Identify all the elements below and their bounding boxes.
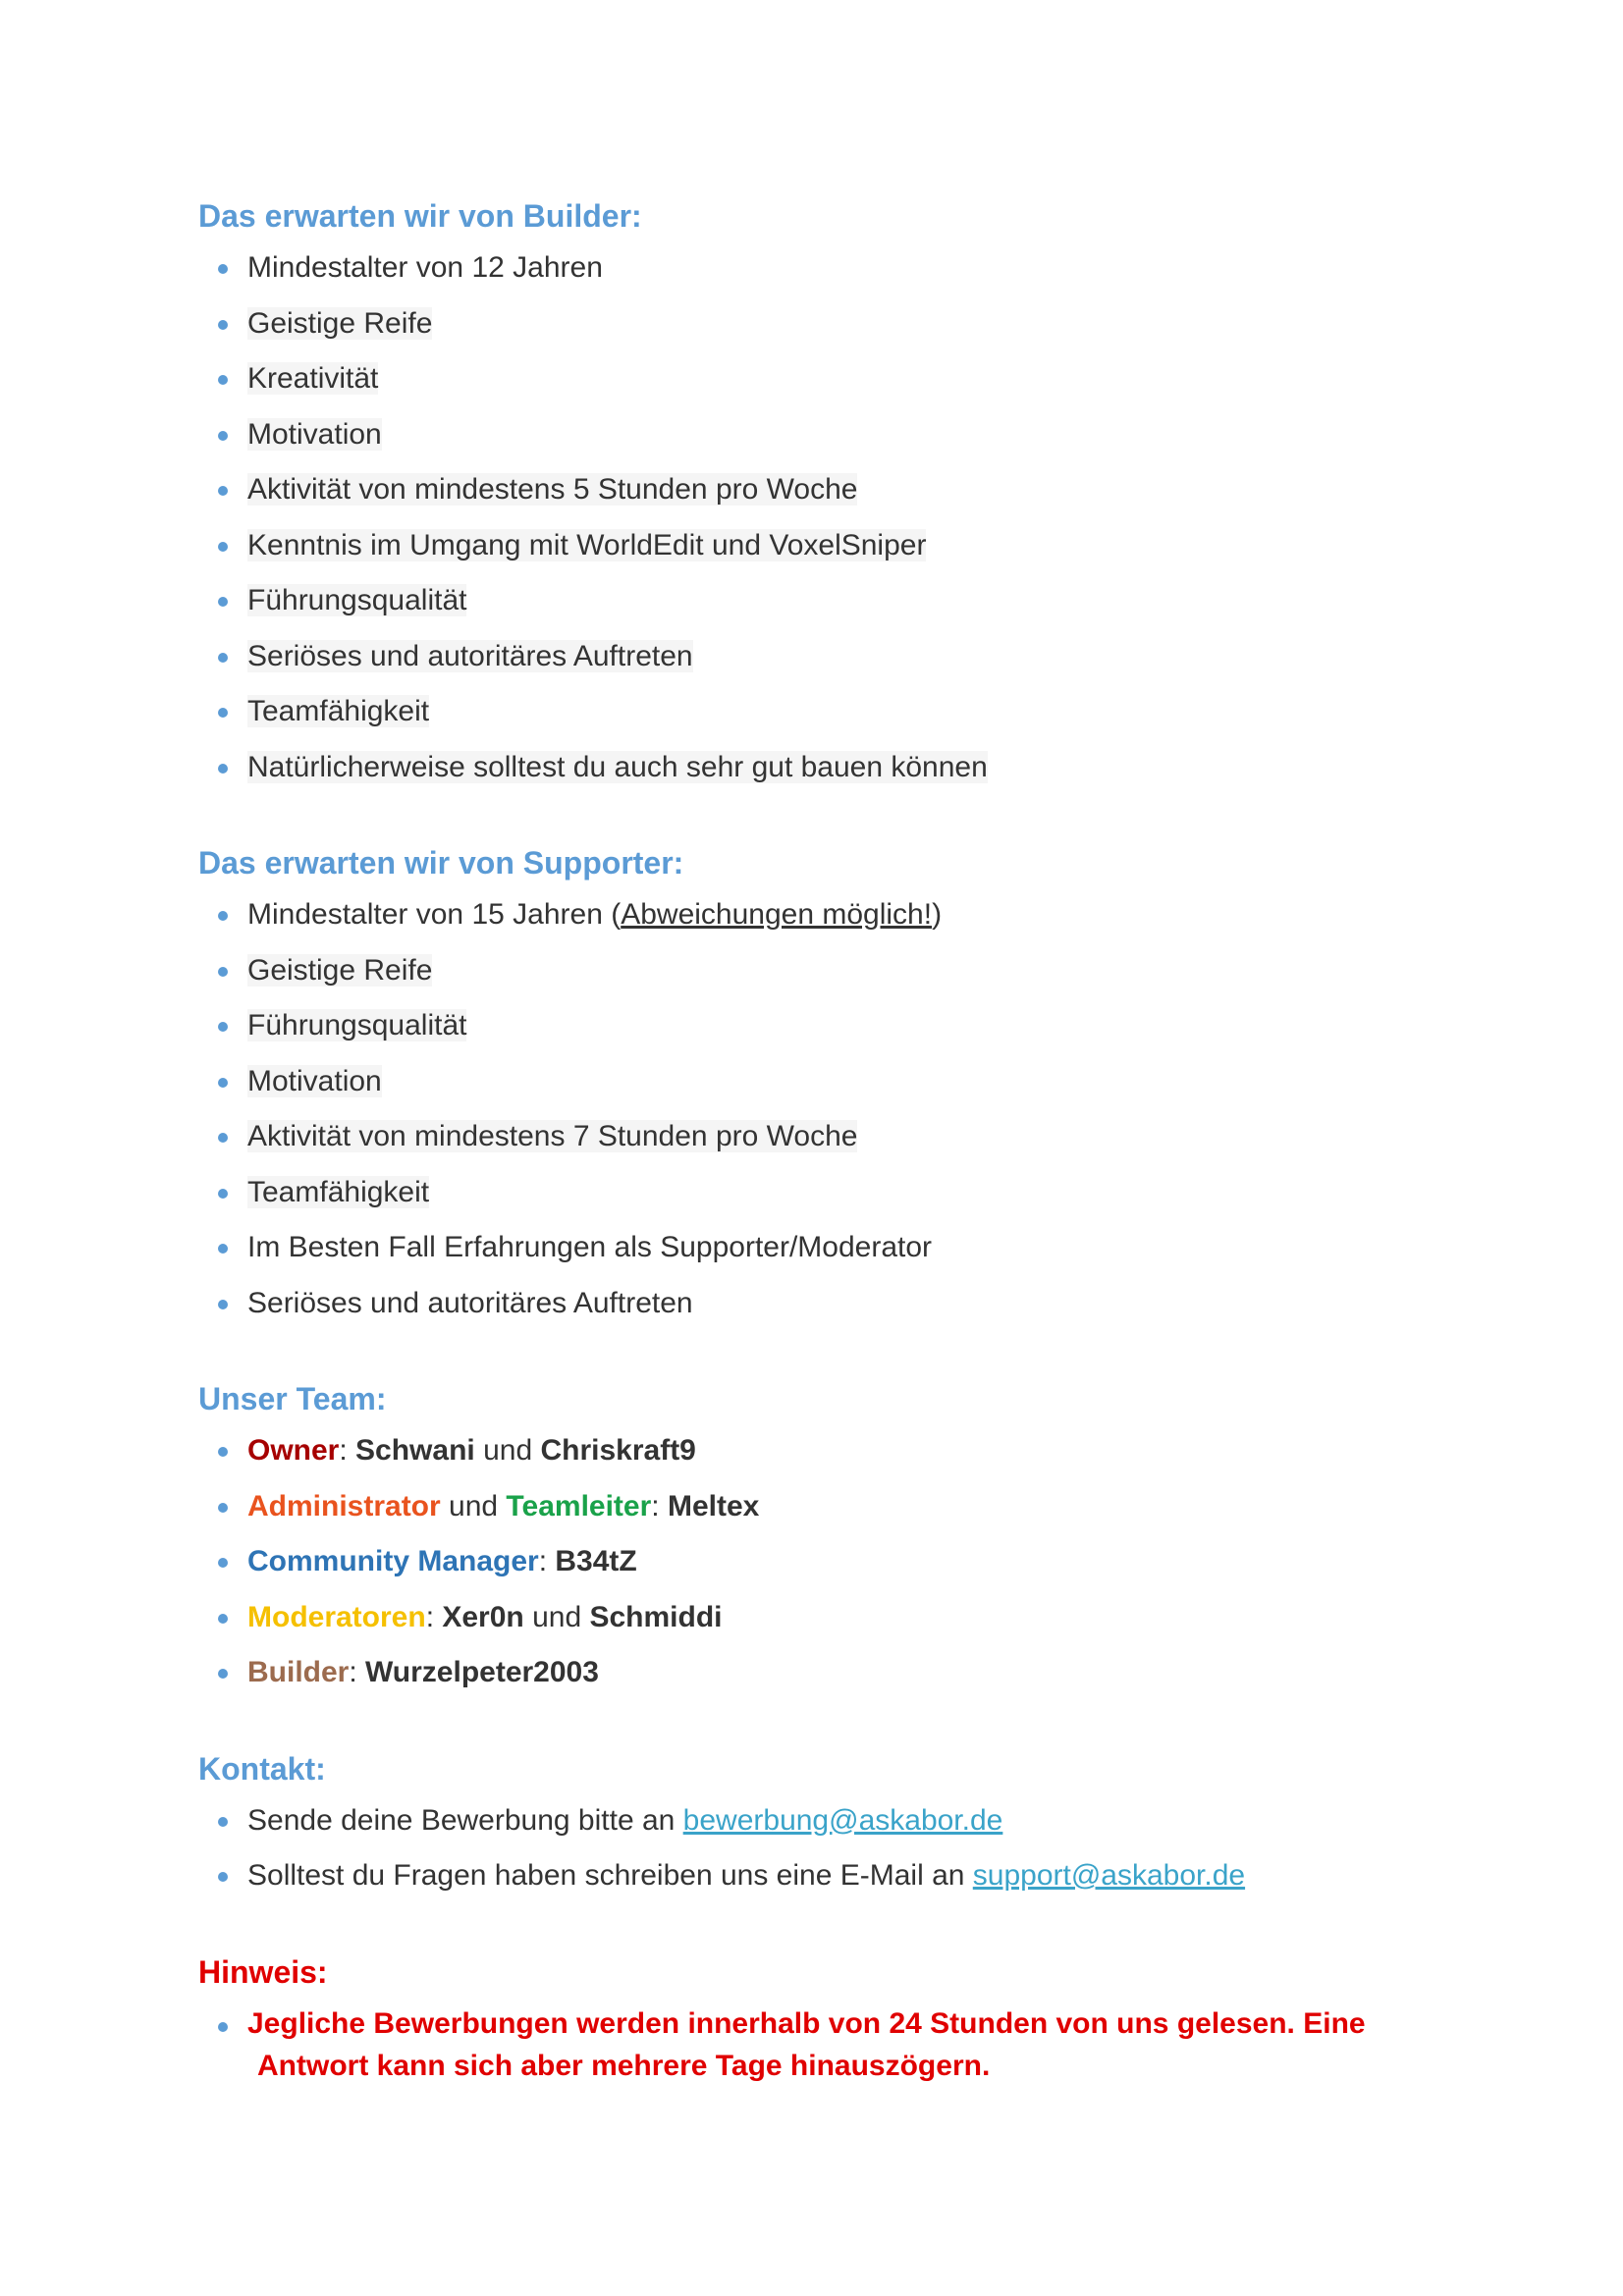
member-name: Schmiddi (589, 1600, 723, 1633)
bullet-icon (218, 1872, 228, 1882)
contact-heading: Kontakt: (198, 1750, 326, 1787)
bullet-icon (218, 1614, 228, 1624)
bullet-icon (218, 264, 228, 274)
support-email-link[interactable]: support@askabor.de (972, 1859, 1246, 1892)
bullet-icon (218, 1503, 228, 1513)
list-item: Teamfähigkeit (198, 684, 1475, 740)
list-item: Seriöses und autoritäres Auftreten (198, 629, 1475, 685)
team-admin-item: Administrator und Teamleiter: Meltex (198, 1479, 1475, 1535)
list-item: Geistige Reife (198, 296, 1475, 352)
bullet-icon (218, 1189, 228, 1199)
list-item: Kenntnis im Umgang mit WorldEdit und VoxelSniper (198, 518, 1475, 574)
application-email-link[interactable]: bewerbung@askabor.de (682, 1803, 1003, 1837)
community-manager-role: Community Manager (247, 1545, 539, 1577)
notice-list (198, 1997, 1475, 2087)
bullet-icon (218, 653, 228, 663)
member-name: Xer0n (442, 1600, 524, 1633)
team-heading: Unser Team: (198, 1381, 387, 1416)
team-list (198, 1423, 1475, 1701)
notice-heading: Hinweis: (198, 1953, 328, 1990)
list-item: Motivation (198, 1054, 1475, 1110)
team-moderator-item: Moderatoren: Xer0n und Schmiddi (198, 1590, 1475, 1646)
bullet-icon (218, 1447, 228, 1457)
notice-item: Jegliche Bewerbungen werden innerhalb von 24 Stunden von uns gelesen. Eine Antwort kann sich aber mehrere Tage hinauszögern. (198, 1997, 1475, 2087)
member-name: B34tZ (555, 1545, 637, 1577)
bullet-icon (218, 320, 228, 330)
list-item: Sende deine Bewerbung bitte an bewerbung@askabor.de (198, 1793, 1475, 1849)
list-item: Motivation (198, 407, 1475, 463)
bullet-icon (218, 1558, 228, 1568)
deviations-link[interactable]: Abweichungen möglich! (621, 898, 933, 931)
list-item: Natürlicherweise solltest du auch sehr gut bauen können (198, 740, 1475, 796)
bullet-icon (218, 911, 228, 921)
member-name: Wurzelpeter2003 (365, 1656, 599, 1688)
builder-requirements-list (198, 240, 1475, 795)
member-name: Schwani (355, 1434, 475, 1467)
bullet-icon (218, 1022, 228, 1032)
list-item: Teamfähigkeit (198, 1165, 1475, 1221)
bullet-icon (218, 967, 228, 977)
member-name: Meltex (667, 1489, 760, 1522)
bullet-icon (218, 1817, 228, 1827)
list-item: Mindestalter von 15 Jahren (Abweichungen möglich!) (198, 887, 1475, 943)
member-name: Chriskraft9 (540, 1434, 696, 1467)
contact-list (198, 1793, 1475, 1904)
team-community-item: Community Manager: B34tZ (198, 1534, 1475, 1590)
bullet-icon (218, 486, 228, 496)
list-item: Solltest du Fragen haben schreiben uns eine E-Mail an support@askabor.de (198, 1848, 1475, 1904)
bullet-icon (218, 542, 228, 552)
list-item: Aktivität von mindestens 7 Stunden pro Woche (198, 1109, 1475, 1165)
bullet-icon (218, 1300, 228, 1309)
bullet-icon (218, 764, 228, 774)
administrator-role: Administrator (247, 1489, 441, 1522)
list-item: Aktivität von mindestens 5 Stunden pro Woche (198, 462, 1475, 518)
supporter-heading: Das erwarten wir von Supporter: (198, 845, 684, 881)
list-item: Im Besten Fall Erfahrungen als Supporter/Moderator (198, 1220, 1475, 1276)
team-builder-item: Builder: Wurzelpeter2003 (198, 1645, 1475, 1701)
bullet-icon (218, 431, 228, 441)
bullet-icon (218, 1133, 228, 1143)
bullet-icon (218, 1078, 228, 1088)
list-item: Seriöses und autoritäres Auftreten (198, 1276, 1475, 1332)
teamleiter-role: Teamleiter (506, 1489, 652, 1522)
bullet-icon (218, 1669, 228, 1679)
builder-heading: Das erwarten wir von Builder: (198, 198, 642, 234)
bullet-icon (218, 1244, 228, 1254)
owner-role: Owner (247, 1434, 340, 1467)
builder-role: Builder (247, 1656, 350, 1688)
bullet-icon (218, 597, 228, 607)
supporter-requirements-list (198, 887, 1475, 1331)
team-owner-item: Owner: Schwani und Chriskraft9 (198, 1423, 1475, 1479)
document-page (198, 191, 1475, 2130)
list-item: Führungsqualität (198, 573, 1475, 629)
list-item: Geistige Reife (198, 943, 1475, 999)
moderator-role: Moderatoren (247, 1600, 426, 1633)
list-item: Mindestalter von 12 Jahren (198, 240, 1475, 296)
list-item: Führungsqualität (198, 998, 1475, 1054)
list-item: Kreativität (198, 351, 1475, 407)
bullet-icon (218, 2022, 228, 2032)
bullet-icon (218, 708, 228, 718)
bullet-icon (218, 375, 228, 385)
